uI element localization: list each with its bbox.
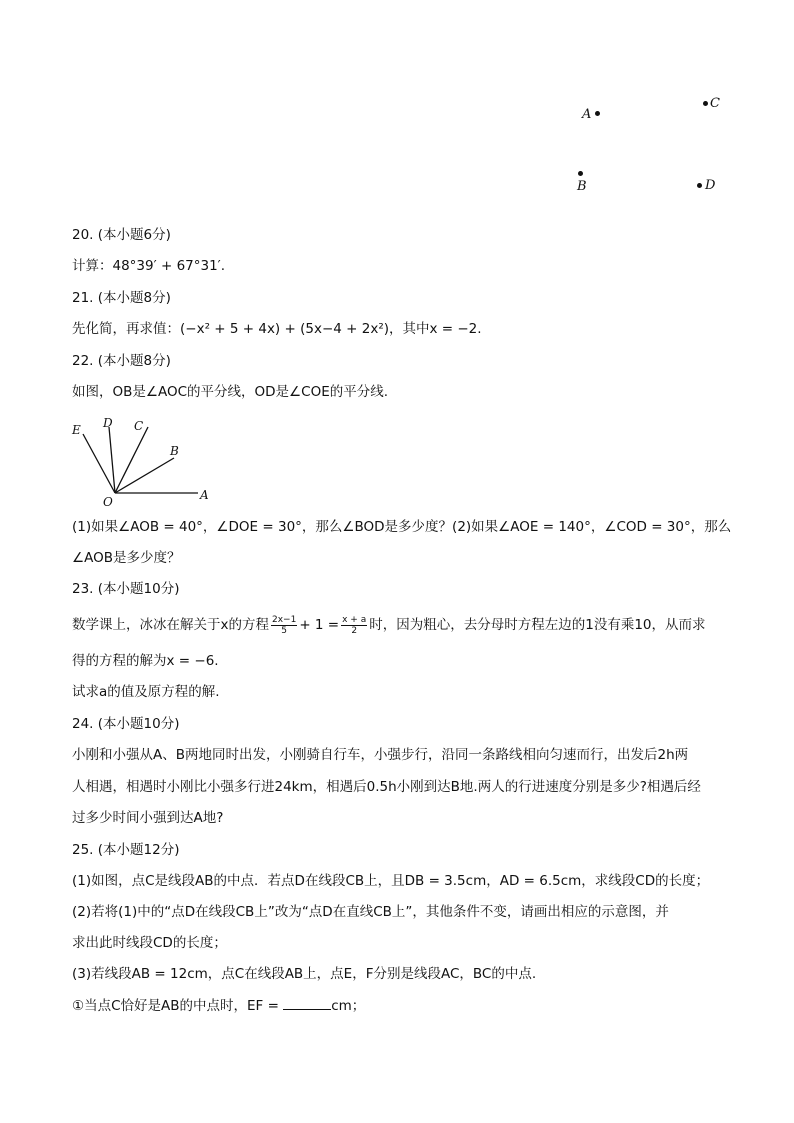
label-a: A: [200, 488, 209, 502]
label-o: O: [103, 495, 113, 508]
q23-line2: 得的方程的解为x = −6.: [72, 653, 219, 669]
q25-line4: (3)若线段AB = 12cm，点C在线段AB上，点E，F分别是线段AC，BC的中点.: [72, 966, 537, 982]
q22-question-line1: (1)如果∠AOB = 40°，∠DOE = 30°，那么∠BOD是多少度？(2)如果∠AOE = 140°，∠COD = 30°，那么: [72, 519, 732, 535]
fraction-1-denominator: 5: [281, 625, 288, 636]
point-b-label: B: [577, 179, 587, 194]
answer-blank[interactable]: [283, 997, 331, 1010]
q20-text: 计算：48°39′ + 67°31′.: [72, 258, 226, 274]
q22-text: 如图，OB是∠AOC的平分线，OD是∠COE的平分线.: [72, 384, 389, 400]
label-b: B: [170, 444, 179, 458]
q25-line2: (2)若将(1)中的“点D在线段CB上”改为“点D在直线CB上”，其他条件不变，请画出相应的示意图，并: [72, 904, 669, 920]
angle-figure: [66, 412, 226, 508]
q20-header: 20. (本小题6分): [72, 227, 171, 243]
q24-line3: 过多少时间小强到达A地?: [72, 810, 224, 826]
q25-line5-prefix: ①当点C恰好是AB的中点时，EF =: [72, 998, 279, 1014]
q23-line3: 试求a的值及原方程的解.: [72, 684, 220, 700]
q23-line1-suffix: 时，因为粗心，去分母时方程左边的1没有乘10，从而求: [369, 617, 706, 633]
point-c-dot: [703, 101, 708, 106]
q25-line5: [72, 997, 365, 1015]
point-d-dot: [697, 183, 702, 188]
label-c: C: [134, 419, 144, 433]
point-b-dot: [578, 171, 583, 176]
point-a-dot: [595, 111, 600, 116]
fraction-2-numerator: x + a: [342, 614, 367, 625]
q25-header: 25. (本小题12分): [72, 842, 180, 858]
point-c-label: C: [710, 96, 720, 111]
fraction-1: [271, 615, 297, 636]
label-e: E: [72, 423, 81, 437]
q25-line5-suffix: cm；: [331, 998, 366, 1014]
q24-header: 24. (本小题10分): [72, 716, 180, 732]
label-d: D: [103, 416, 113, 430]
q23-line1: [72, 613, 706, 637]
fraction-1-numerator: 2x−1: [272, 614, 297, 625]
q21-text: 先化简，再求值：(−x² + 5 + 4x) + (5x−4 + 2x²)，其中x = −2.: [72, 321, 482, 337]
point-d-label: D: [705, 178, 716, 193]
q23-header: 23. (本小题10分): [72, 581, 180, 597]
point-a-label: A: [582, 107, 592, 122]
q21-header: 21. (本小题8分): [72, 290, 171, 306]
q22-question-line2: ∠AOB是多少度？: [72, 550, 181, 566]
fraction-2-denominator: 2: [351, 625, 358, 636]
q22-header: 22. (本小题8分): [72, 353, 171, 369]
q23-line1-prefix: 数学课上，冰冰在解关于x的方程: [72, 617, 269, 633]
q24-line1: 小刚和小强从A、B两地同时出发，小刚骑自行车，小强步行，沿同一条路线相向匀速而行，出发后2h两: [72, 747, 689, 763]
q23-line1-mid: + 1 =: [299, 617, 340, 633]
fraction-2: [341, 615, 367, 636]
q24-line2: 人相遇，相遇时小刚比小强多行进24km，相遇后0.5h小刚到达B地.两人的行进速度分别是多少?相遇后经: [72, 779, 701, 795]
q25-line1: (1)如图，点C是线段AB的中点．若点D在线段CB上，且DB = 3.5cm，AD = 6.5cm，求线段CD的长度；: [72, 873, 710, 889]
q25-line3: 求出此时线段CD的长度；: [72, 935, 227, 951]
